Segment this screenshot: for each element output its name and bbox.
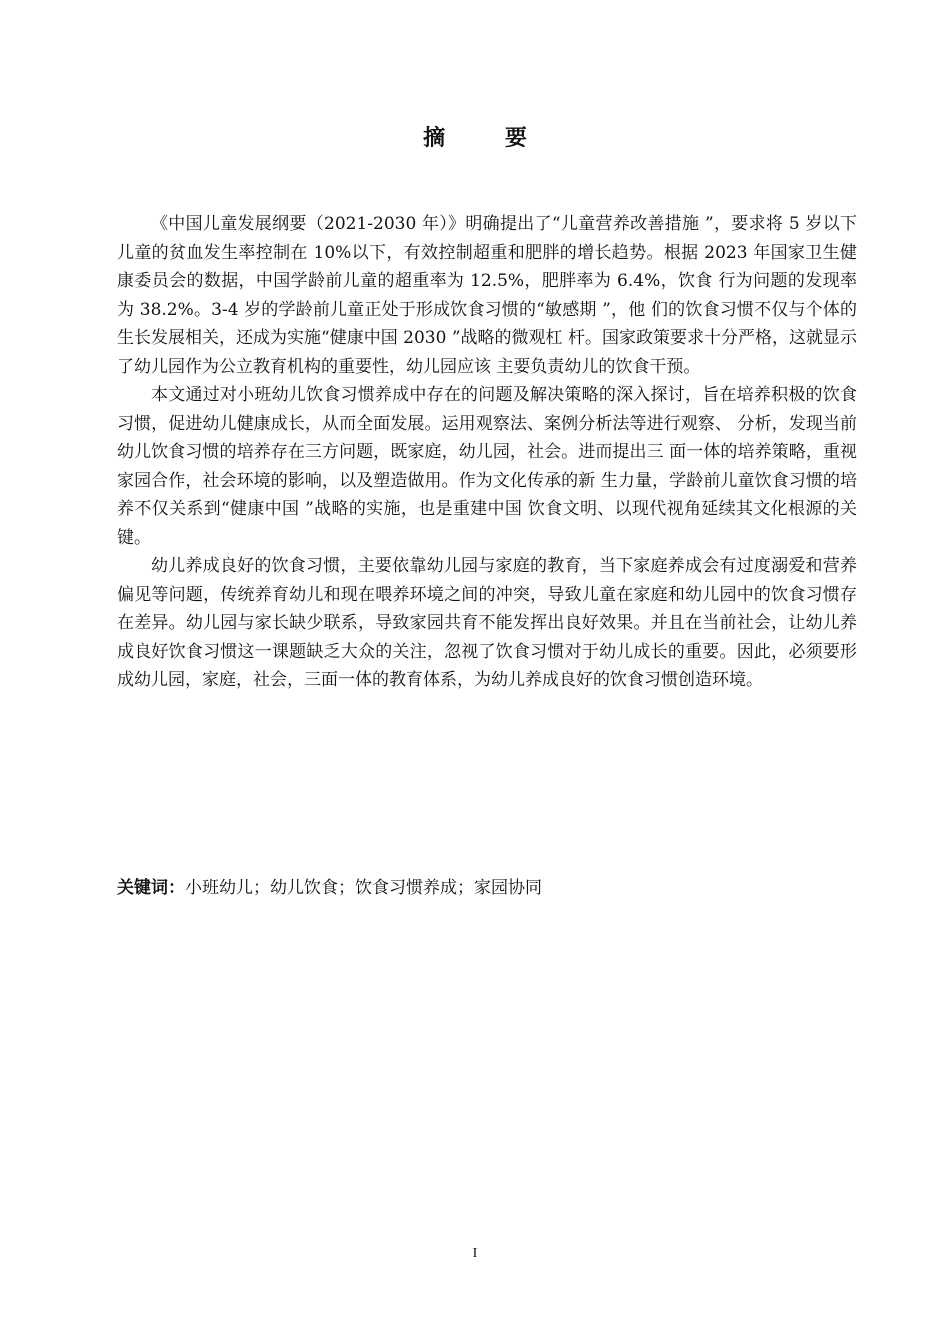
page-number: I [472,1246,478,1261]
abstract-body [117,210,857,695]
abstract-paragraph-1: 《中国儿童发展纲要（2021-2030 年）》明确提出了“儿童营养改善措施 ”，要求将 5 岁以下儿童的贫血发生率控制在 10%以下，有效控制超重和肥胖的增长趋势。根据 2023 年国家卫生健康委员会的数据，中国学龄前儿童的超重率为 12.5%，肥胖率为 6.4%，饮食 行为问题的发现率为 38.2%。3-4 岁的学龄前儿童正处于形成饮食习惯的“敏感期 ”，他 们的饮食习惯不仅与个体的生长发展相关，还成为实施“健康中国 2030 ”战略的微观杠 杆。国家政策要求十分严格，这就显示了幼儿园作为公立教育机构的重要性，幼儿园应该 主要负责幼儿的饮食干预。 [117,214,857,377]
abstract-paragraph-2: 本文通过对小班幼儿饮食习惯养成中存在的问题及解决策略的深入探讨，旨在培养积极的饮食习惯，促进幼儿健康成长，从而全面发展。运用观察法、案例分析法等进行观察、 分析，发现当前幼儿饮食习惯的培养存在三方问题，既家庭，幼儿园，社会。进而提出三 面一体的培养策略，重视家园合作，社会环境的影响，以及塑造做用。作为文化传承的新 生力量，学龄前儿童饮食习惯的培养不仅关系到“健康中国 ”战略的实施，也是重建中国 饮食文明、以现代视角延续其文化根源的关键。 [117,385,857,548]
abstract-paragraph-3: 幼儿养成良好的饮食习惯，主要依靠幼儿园与家庭的教育，当下家庭养成会有过度溺爱和营养偏见等问题，传统养育幼儿和现在喂养环境之间的冲突，导致儿童在家庭和幼儿园中的饮食习惯存在差异。幼儿园与家长缺少联系，导致家园共育不能发挥出良好效果。并且在当前社会，让幼儿养成良好饮食习惯这一课题缺乏大众的关注，忽视了饮食习惯对于幼儿成长的重要。因此，必须要形成幼儿园，家庭，社会，三面一体的教育体系，为幼儿养成良好的饮食习惯创造环境。 [117,556,857,690]
abstract-title: 摘 要 [423,126,553,151]
keywords-value: 小班幼儿；幼儿饮食；饮食习惯养成；家园协同 [185,878,542,898]
keywords-line [117,874,857,902]
keywords-label: 关键词： [117,878,185,898]
